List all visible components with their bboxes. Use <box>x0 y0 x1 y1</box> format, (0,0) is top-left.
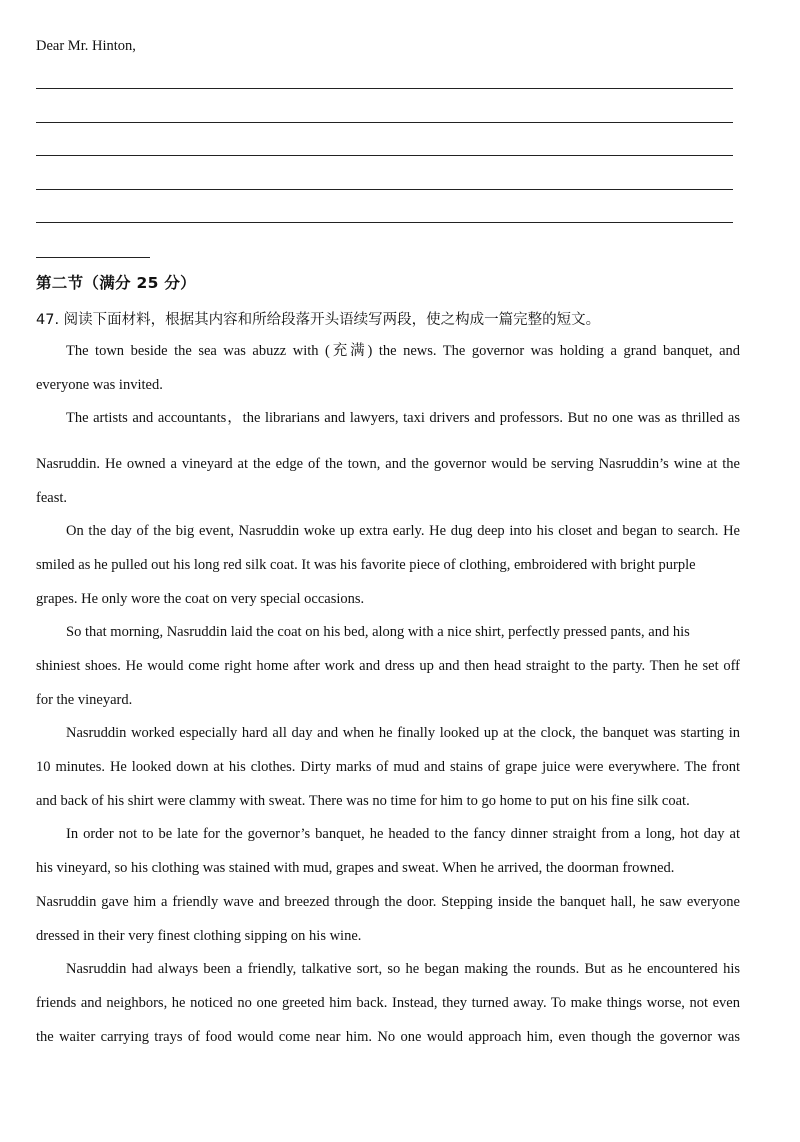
passage-line: Nasruddin worked especially hard all day and when he finally looked up at the clock, the banquet was starting in <box>66 725 740 741</box>
passage-line: Nasruddin gave him a friendly wave and breezed through the door. Stepping inside the banquet hall, he saw everyone <box>36 894 740 910</box>
passage-line: smiled as he pulled out his long red silk coat. It was his favorite piece of clothing, embroidered with bright purple <box>36 557 696 573</box>
passage-line: On the day of the big event, Nasruddin woke up extra early. He dug deep into his closet and began to search. He <box>66 523 740 539</box>
writing-line <box>36 155 733 156</box>
passage-line: his vineyard, so his clothing was stained with mud, grapes and sweat. When he arrived, the doorman frowned. <box>36 860 675 876</box>
passage-line: shiniest shoes. He would come right home after work and dress up and then head straight to the party. Then he set off <box>36 658 740 674</box>
writing-line-short <box>36 257 150 258</box>
passage-line: for the vineyard. <box>36 692 133 708</box>
passage-line: The artists and accountants，the librarians and lawyers, taxi drivers and professors. But no one was as thrilled as <box>66 410 740 426</box>
passage-line: grapes. He only wore the coat on very special occasions. <box>36 591 365 607</box>
passage-line: dressed in their very finest clothing sipping on his wine. <box>36 928 362 944</box>
passage-line: 10 minutes. He looked down at his clothes. Dirty marks of mud and stains of grape juice were everywhere. The front <box>36 759 740 775</box>
passage-line: friends and neighbors, he noticed no one greeted him back. Instead, they turned away. To make things worse, not even <box>36 995 740 1011</box>
section-heading: 第二节（满分 25 分） <box>36 274 196 292</box>
writing-line <box>36 122 733 123</box>
passage-line: In order not to be late for the governor’s banquet, he headed to the fancy dinner straight from a long, hot day at <box>66 826 740 842</box>
passage-line: So that morning, Nasruddin laid the coat on his bed, along with a nice shirt, perfectly pressed pants, and his <box>66 624 690 640</box>
question-instruction: 47. 阅读下面材料，根据其内容和所给段落开头语续写两段，使之构成一篇完整的短文。 <box>36 312 601 328</box>
passage-line: and back of his shirt were clammy with sweat. There was no time for him to go home to put on his fine silk coat. <box>36 793 690 809</box>
writing-line <box>36 222 733 223</box>
writing-line <box>36 88 733 89</box>
writing-line <box>36 189 733 190</box>
passage-line: Nasruddin had always been a friendly, talkative sort, so he began making the rounds. But as he encountered his <box>66 961 740 977</box>
passage-line: the waiter carrying trays of food would come near him. No one would approach him, even though the governor was <box>36 1029 740 1045</box>
passage-line: The town beside the sea was abuzz with (充满) the news. The governor was holding a grand banquet, and <box>66 343 740 359</box>
passage-line: feast. <box>36 490 67 506</box>
passage-line: Nasruddin. He owned a vineyard at the edge of the town, and the governor would be serving Nasruddin’s wine at the <box>36 456 740 472</box>
letter-greeting: Dear Mr. Hinton, <box>36 38 136 54</box>
passage-line: everyone was invited. <box>36 377 163 393</box>
